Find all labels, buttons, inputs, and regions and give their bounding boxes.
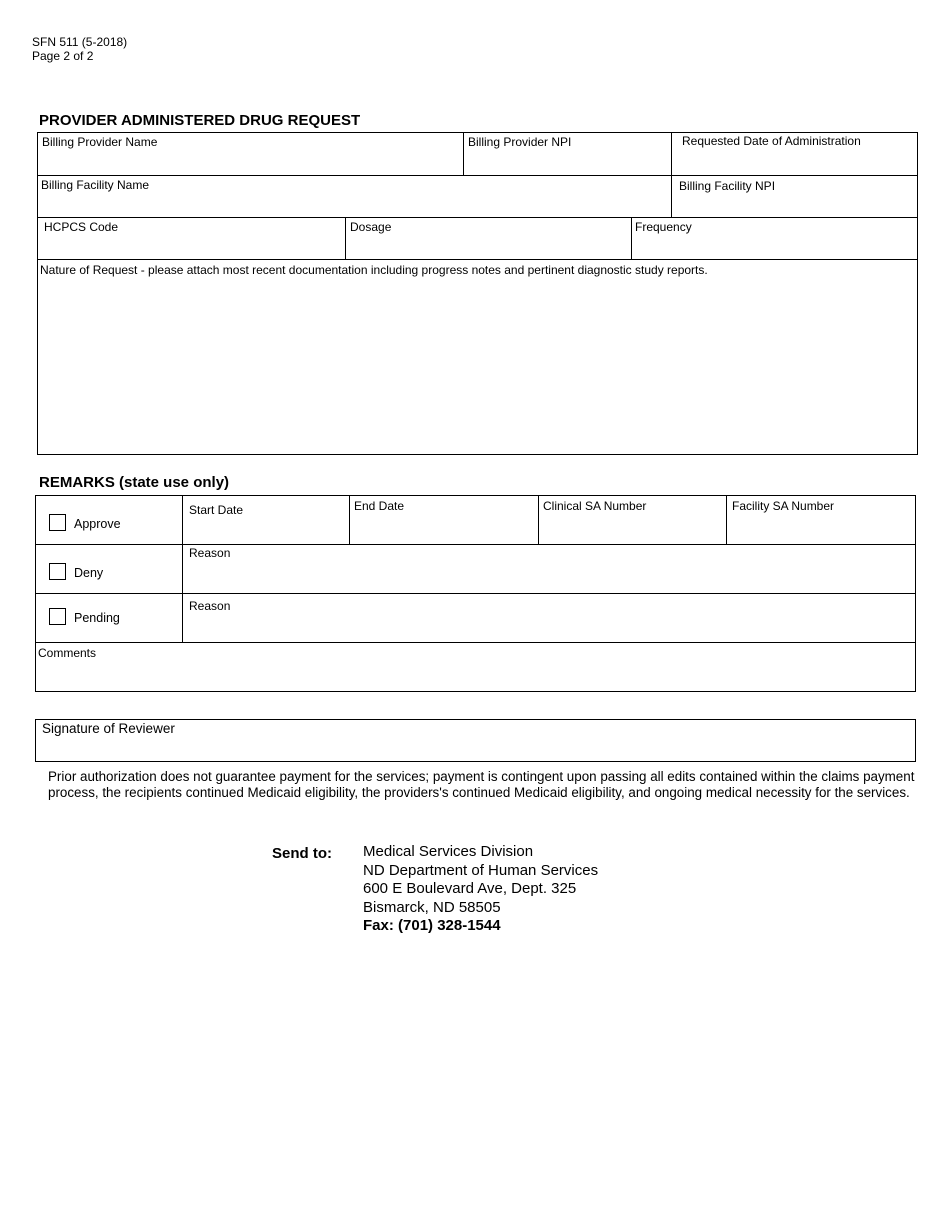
deny-label: Deny: [74, 566, 104, 580]
frequency-input[interactable]: [635, 238, 914, 258]
fax-number: Fax: (701) 328-1544: [363, 917, 501, 934]
hcpcs-code-input[interactable]: [44, 238, 343, 258]
deny-option[interactable]: [36, 545, 182, 593]
start-date-cell[interactable]: [183, 496, 349, 544]
nature-of-request-cell[interactable]: [38, 260, 917, 454]
frequency-cell[interactable]: [632, 218, 917, 259]
facility-sa-number-label: Facility SA Number: [732, 499, 835, 513]
billing-facility-name-input[interactable]: [42, 196, 666, 216]
disclaimer-text: Prior authorization does not guarantee payment for the services; payment is contingent upon passing all edits contained within the claims payment process, the recipients continued Medicaid eligibility, the providers's continued Medicaid eligibility, and ongoing medical necessity for the services.: [48, 769, 915, 800]
address-line-1: Medical Services Division: [363, 843, 534, 860]
signature-label: Signature of Reviewer: [42, 721, 175, 736]
start-date-label: Start Date: [189, 503, 244, 517]
form-id: SFN 511 (5-2018): [32, 35, 128, 49]
dosage-label: Dosage: [350, 220, 392, 234]
signature-field[interactable]: [35, 719, 916, 762]
request-section-title: PROVIDER ADMINISTERED DRUG REQUEST: [39, 112, 361, 129]
pending-checkbox[interactable]: [49, 608, 66, 625]
approve-option[interactable]: [36, 496, 182, 544]
hcpcs-code-cell[interactable]: [38, 218, 345, 259]
facility-sa-number-cell[interactable]: [727, 496, 915, 544]
billing-facility-npi-input[interactable]: [679, 196, 913, 216]
pending-reason-cell[interactable]: [183, 594, 915, 642]
billing-provider-name-cell[interactable]: [38, 133, 463, 175]
billing-provider-name-label: Billing Provider Name: [42, 135, 158, 149]
form-header: [32, 35, 127, 63]
clinical-sa-number-label: Clinical SA Number: [543, 499, 647, 513]
deny-checkbox[interactable]: [49, 563, 66, 580]
billing-facility-npi-label: Billing Facility NPI: [679, 179, 776, 193]
deny-reason-cell[interactable]: [183, 545, 915, 593]
requested-date-label: Requested Date of Administration: [682, 134, 861, 148]
deny-reason-label: Reason: [189, 546, 231, 560]
nature-of-request-label: Nature of Request - please attach most recent documentation including progress notes and pertinent diagnostic study reports.: [40, 263, 708, 277]
approve-label: Approve: [74, 517, 121, 531]
request-form: [37, 132, 918, 455]
end-date-label: End Date: [354, 499, 405, 513]
dosage-input[interactable]: [350, 238, 629, 258]
requested-date-input[interactable]: [682, 153, 916, 173]
page-number: Page 2 of 2: [32, 49, 94, 63]
send-to-address: [363, 843, 598, 936]
billing-facility-name-cell[interactable]: [38, 176, 671, 217]
address-line-2: ND Department of Human Services: [363, 861, 599, 879]
frequency-label: Frequency: [635, 220, 692, 234]
requested-date-cell[interactable]: [672, 133, 917, 175]
comments-cell[interactable]: [36, 643, 915, 691]
approve-checkbox[interactable]: [49, 514, 66, 531]
send-to-label: Send to:: [272, 845, 332, 862]
remarks-section-title: REMARKS (state use only): [39, 474, 230, 491]
comments-label: Comments: [38, 646, 97, 660]
billing-facility-name-label: Billing Facility Name: [41, 178, 150, 192]
end-date-cell[interactable]: [350, 496, 538, 544]
billing-provider-npi-label: Billing Provider NPI: [468, 135, 572, 149]
address-line-4: Bismarck, ND 58505: [363, 898, 501, 916]
pending-reason-label: Reason: [189, 599, 231, 613]
nature-of-request-textarea[interactable]: [41, 282, 915, 452]
billing-provider-name-input[interactable]: [42, 153, 461, 173]
hcpcs-code-label: HCPCS Code: [44, 220, 119, 234]
billing-facility-npi-cell[interactable]: [672, 176, 917, 217]
billing-provider-npi-input[interactable]: [468, 153, 670, 173]
address-line-3: 600 E Boulevard Ave, Dept. 325: [363, 880, 577, 897]
remarks-form: [35, 495, 916, 692]
pending-label: Pending: [74, 611, 120, 625]
pending-option[interactable]: [36, 594, 182, 642]
clinical-sa-number-cell[interactable]: [539, 496, 726, 544]
billing-provider-npi-cell[interactable]: [464, 133, 671, 175]
dosage-cell[interactable]: [346, 218, 631, 259]
